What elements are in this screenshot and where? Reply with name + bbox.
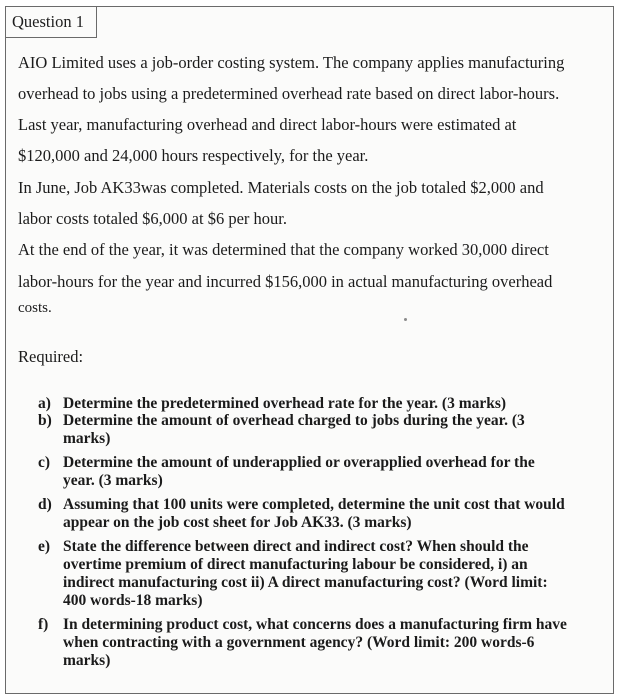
paragraph-line: overhead to jobs using a predetermined overhead rate based on direct labor-hours. [18, 84, 560, 103]
requirement-line: 400 words-18 marks) [63, 592, 203, 609]
paragraph-line: Last year, manufacturing overhead and direct labor-hours were estimated at [18, 115, 517, 134]
requirement-marker: c) [38, 454, 51, 471]
requirement-line: Determine the amount of overhead charged to jobs during the year. (3 [63, 412, 525, 429]
paragraph-line: labor-hours for the year and incurred $156,000 in actual manufacturing overhead [18, 272, 553, 291]
requirement-marker: b) [38, 412, 52, 429]
requirement-line: State the difference between direct and indirect cost? When should the [63, 538, 529, 555]
required-label: Required: [18, 347, 84, 366]
requirement-line: marks) [63, 430, 111, 447]
requirement-line: indirect manufacturing cost ii) A direct manufacturing cost? (Word limit: [63, 574, 548, 591]
requirement-line: marks) [63, 652, 111, 669]
paragraph-line: $120,000 and 24,000 hours respectively, for the year. [18, 146, 369, 165]
requirement-line: Determine the amount of underapplied or overapplied overhead for the [63, 454, 535, 471]
requirement-line: In determining product cost, what concerns does a manufacturing firm have [63, 616, 567, 633]
paragraph-line: In June, Job AK33was completed. Materials costs on the job totaled $2,000 and [18, 178, 544, 197]
requirement-marker: f) [38, 616, 49, 633]
paragraph-line: costs. [18, 300, 52, 316]
requirement-marker: e) [38, 538, 51, 555]
requirement-marker: d) [38, 496, 52, 513]
requirement-line: overtime premium of direct manufacturing labour be considered, i) an [63, 556, 528, 573]
requirement-line: appear on the job cost sheet for Job AK33. (3 marks) [63, 514, 412, 531]
cursor-dot [404, 318, 407, 321]
question-title: Question 1 [12, 12, 84, 31]
requirement-line: Determine the predetermined overhead rate for the year. (3 marks) [63, 395, 507, 412]
requirement-line: when contracting with a government agency? (Word limit: 200 words-6 [63, 634, 535, 651]
paragraph-line: labor costs totaled $6,000 at $6 per hour. [18, 209, 287, 228]
requirement-line: year. (3 marks) [63, 472, 163, 489]
requirement-line: Assuming that 100 units were completed, determine the unit cost that would [63, 496, 565, 513]
paragraph-line: AIO Limited uses a job-order costing system. The company applies manufacturing [18, 53, 565, 72]
paragraph-line: At the end of the year, it was determined that the company worked 30,000 direct [18, 240, 549, 259]
requirement-marker: a) [38, 395, 51, 412]
